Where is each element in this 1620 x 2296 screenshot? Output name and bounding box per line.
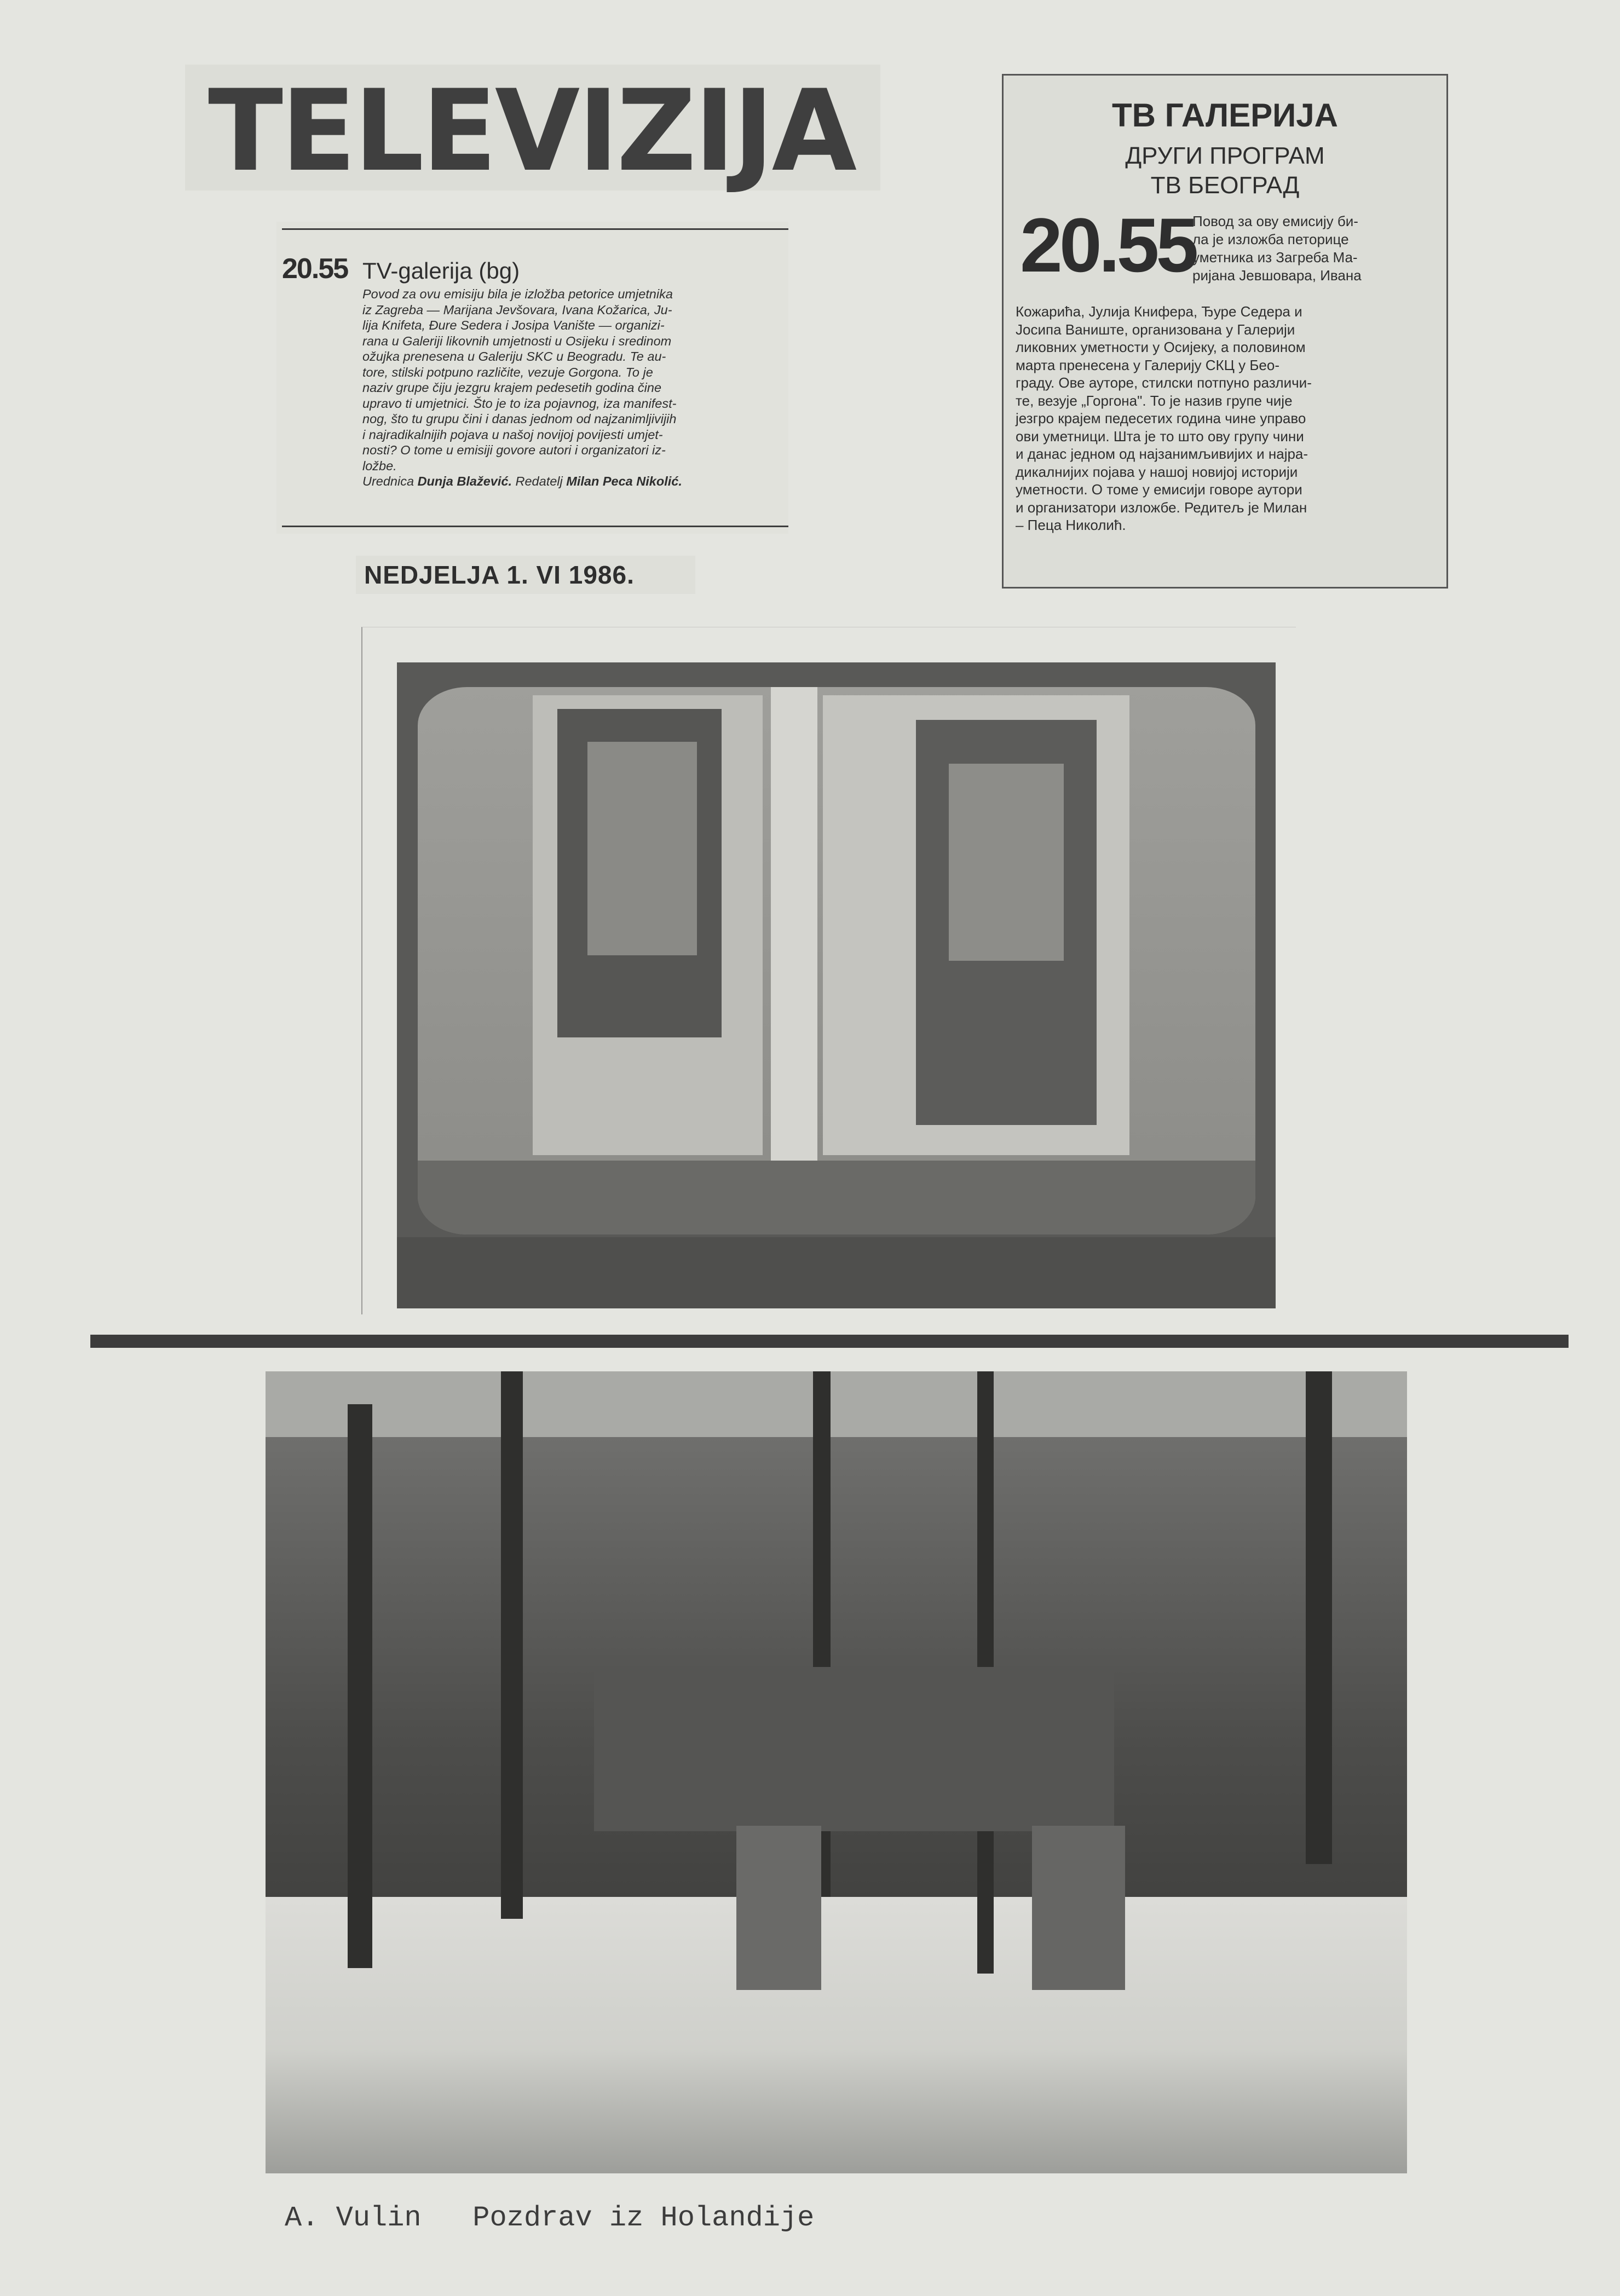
snow-ground: [266, 1897, 1407, 2173]
listing-body: [1016, 303, 1437, 534]
credit-director-prefix: Redatelj: [515, 474, 563, 488]
listing-channel: ДРУГИ ПРОГРАМ: [1125, 142, 1325, 169]
body-line: и данас једном од најзанимљивијих и најра-: [1016, 446, 1308, 462]
listing-time: 20.55: [1020, 202, 1196, 288]
horizontal-divider: [90, 1335, 1569, 1348]
body-line: i najradikalnijih pojava u našoj novijoj povijesti umjet-: [362, 427, 663, 442]
broadcast-date: NEDJELJA 1. VI 1986.: [364, 561, 635, 589]
caption-author: A. Vulin: [285, 2202, 422, 2234]
body-line: naziv grupe čiju jezgru krajem pedesetih godina čine: [362, 380, 662, 395]
credit-editor: Dunja Blažević.: [417, 474, 512, 488]
lead-line: ла је изложба петорице: [1192, 231, 1349, 247]
body-line: iz Zagreba — Marijana Jevšovara, Ivana Kožarica, Ju-: [362, 302, 672, 317]
lead-line: Повод за ову емисију би-: [1192, 213, 1358, 229]
body-line: nosti? O tome u emisiji govore autori i organizatori iz-: [362, 443, 666, 457]
listing-station: ТВ БЕОГРАД: [1150, 172, 1300, 199]
sculpture-leg: [736, 1826, 821, 1990]
winter-park-sculpture-photo: [266, 1371, 1407, 2173]
body-line: rana u Galeriji likovnih umjetnosti u Osijeku i sredinom: [362, 333, 672, 348]
body-line: и организатори изложбе. Редитељ је Милан: [1016, 499, 1307, 516]
credit-director: Milan Peca Nikolić.: [566, 474, 682, 488]
listing-title: TV-galerija (bg): [362, 258, 520, 284]
crt-screen: [418, 687, 1255, 1234]
sculpture-leg: [1032, 1826, 1125, 1990]
body-line: upravo ti umjetnici. Što je to iza pojavnog, iza manifest-: [362, 396, 677, 411]
listing-title: ТВ ГАЛЕРИЈА: [1112, 97, 1338, 134]
tv-listing-clipping-latin: [276, 222, 788, 534]
listing-time: 20.55: [282, 253, 348, 285]
body-line: уметности. О томе у емисији говоре аутори: [1016, 481, 1302, 498]
top-rule: [282, 228, 788, 230]
listing-body: [362, 286, 784, 489]
masthead-title: TELEVIZIJA: [208, 66, 855, 197]
body-line: ožujka prenesena u Galeriju SKC u Beogradu. Te au-: [362, 349, 666, 364]
masthead-clipping: [185, 65, 880, 197]
credit-prefix: Urednica: [362, 474, 414, 488]
body-line: Јосипа Ваниште, организована у Галерији: [1016, 321, 1295, 338]
caption-title: Pozdrav iz Holandije: [472, 2202, 815, 2234]
body-line: ložbe.: [362, 458, 397, 473]
body-line: марта пренесена у Галерију СКЦ у Бео-: [1016, 356, 1280, 373]
listing-credits: [362, 474, 784, 489]
body-line: језгро крајем педесетих година чине управо: [1016, 410, 1306, 426]
body-line: nog, što tu grupu čini i danas jednom od najzanimljivijih: [362, 412, 677, 426]
photo-caption: [285, 2202, 814, 2234]
body-line: граду. Ове ауторе, стилски потпуно различи-: [1016, 374, 1312, 391]
lead-line: ријана Јевшовара, Ивана: [1192, 267, 1362, 284]
tv-listing-clipping-cyrillic: [1002, 74, 1448, 589]
listing-lead: [1192, 212, 1433, 285]
body-line: дикалнијих појава у нашој новијој историји: [1016, 463, 1298, 480]
bottom-rule: [282, 526, 788, 527]
body-line: tore, stilski potpuno različite, vezuje Gorgona. To je: [362, 365, 653, 379]
date-line-clipping: [356, 556, 695, 594]
tv-screen-photo: [397, 662, 1276, 1308]
lead-line: уметника из Загреба Ма-: [1192, 249, 1358, 266]
body-line: lija Knifeta, Đure Sedera i Josipa Vanište — organizi-: [362, 318, 665, 332]
sculpture-top: [594, 1667, 1114, 1831]
body-line: – Пеца Николић.: [1016, 517, 1126, 533]
body-line: Кожарића, Јулија Книфера, Ђуре Седера и: [1016, 303, 1302, 320]
body-line: ликовних уметности у Осијеку, а половином: [1016, 339, 1306, 355]
body-line: Povod za ovu emisiju bila je izložba petorice umjetnika: [362, 287, 673, 301]
body-line: те, везује „Горгона". То је назив групе чије: [1016, 392, 1293, 409]
body-line: ови уметници. Шта је то што ову групу чини: [1016, 428, 1304, 445]
